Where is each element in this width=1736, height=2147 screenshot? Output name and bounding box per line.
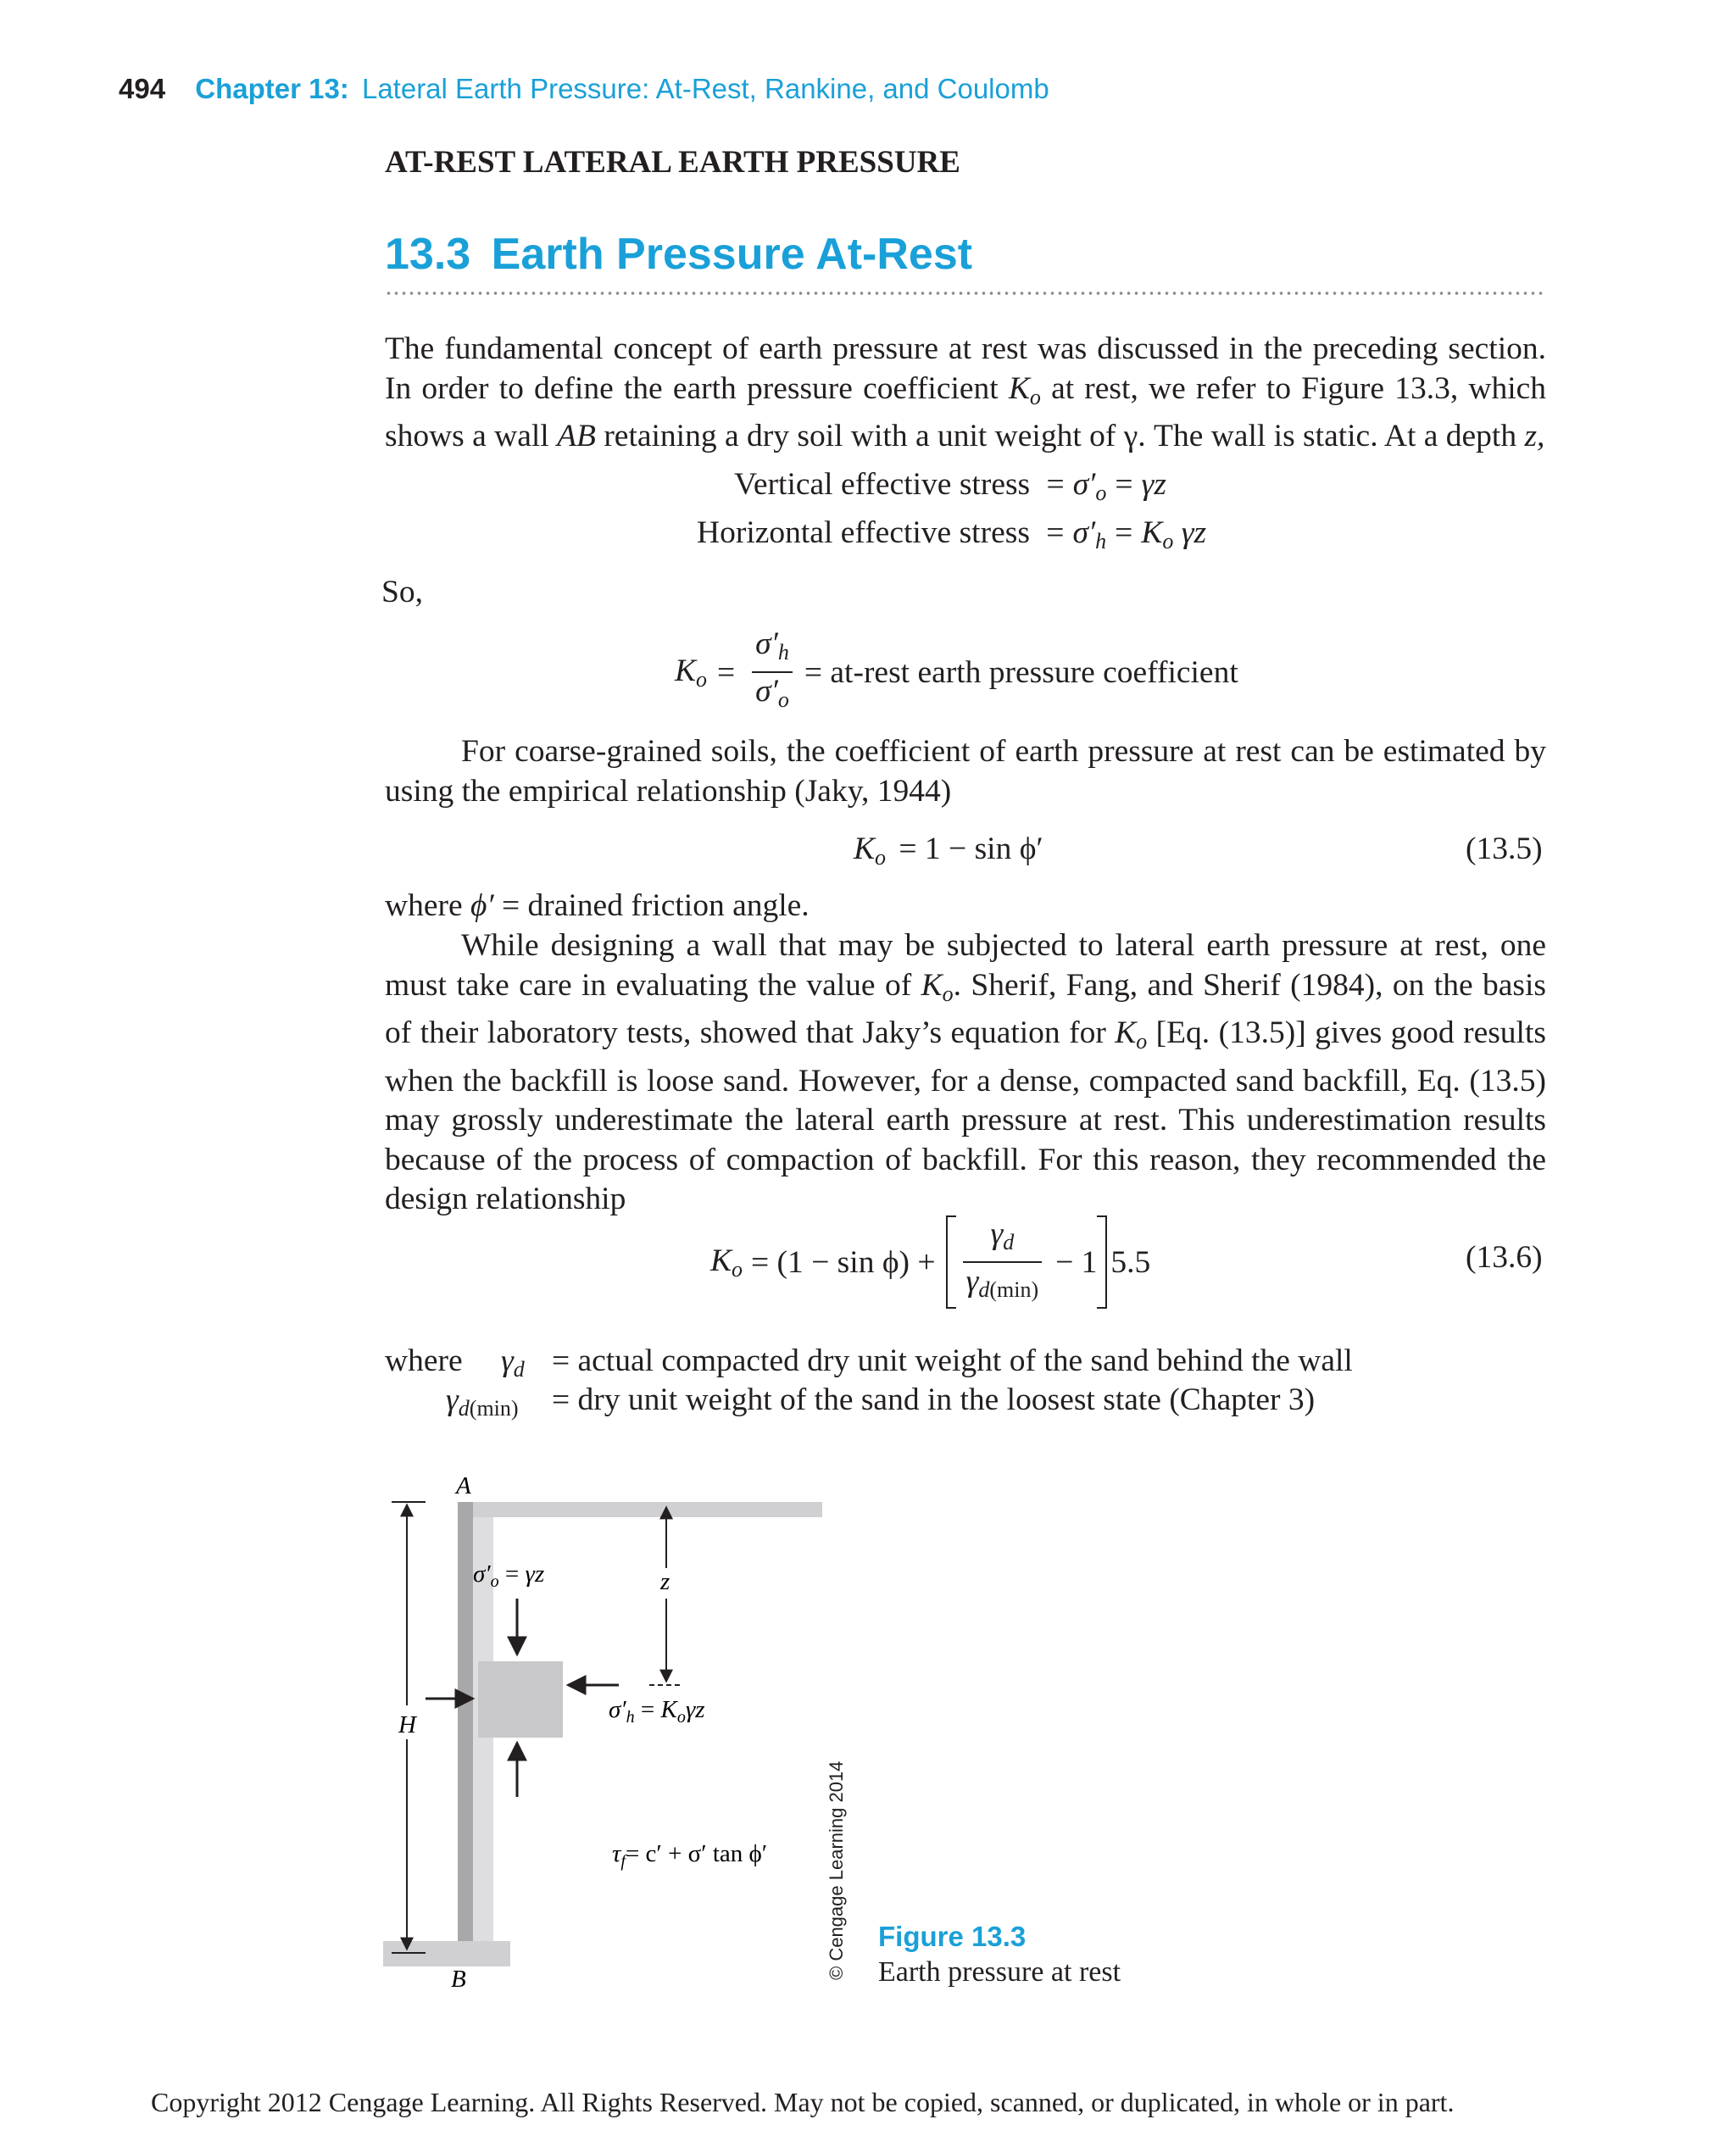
vertical-stress-rhs: γz — [1141, 467, 1166, 502]
equation-13-5-number: (13.5) — [1466, 832, 1543, 866]
horizontal-stress-eq: Horizontal effective stress = $\sigma'_h = K_o$ γz — [697, 515, 1207, 553]
so-text: So, — [381, 575, 423, 609]
shear-strength-label: $\tau_f= c' + \sigma'$ tan ϕ′ — [612, 1840, 768, 1871]
figure-caption-title: Figure 13.3 — [878, 1921, 1027, 1952]
paragraph-1: The fundamental concept of earth pressure at rest was discussed in the preceding section. In order to define the earth pressure coefficient $K_o$ at rest, we refer to Figure 13.3, which shows a wall AB retaining a dry soil with a unit weight of γ. The wall is static. At a depth z, — [385, 331, 1547, 453]
label-b: B — [451, 1966, 466, 1993]
where-gamma-dmin: $\gamma_{d(min)}$ = dry unit weight of the sand in the loosest state (Chapter 3) — [446, 1382, 1316, 1421]
p3-text-a: While designing a wall that may be subjected to lateral earth pressure at rest, one must take care in evaluating the value of — [385, 928, 1546, 1003]
figure-caption-text: Earth pressure at rest — [878, 1956, 1121, 1988]
where-word: where — [385, 1343, 463, 1378]
chapter-title: Lateral Earth Pressure: At-Rest, Rankine, and Coulomb — [361, 73, 1049, 104]
ko-definition-text: = at-rest earth pressure coefficient — [804, 654, 1238, 690]
eq-13-6-factor: 5.5 — [1110, 1244, 1151, 1280]
figure-13-3 — [373, 1458, 865, 2000]
p1-wall-ab: AB — [557, 419, 596, 453]
section-heading — [385, 229, 972, 280]
soil-element — [478, 1661, 563, 1738]
backfill-surface — [473, 1502, 822, 1517]
horizontal-stress-label: $\sigma'_h = K_o\gamma z$ — [609, 1696, 705, 1727]
label-z: z — [660, 1568, 670, 1595]
section-divider — [385, 291, 1546, 296]
chapter-label: Chapter 13: — [195, 73, 349, 104]
p3-text-b: . Sherif, Fang, and Sherif (1984), on the basis of their laboratory tests, showed that Jaky’s equation for — [385, 967, 1546, 1050]
gamma-dmin-definition: = dry unit weight of the sand in the loosest state (Chapter 3) — [552, 1382, 1316, 1417]
eq-13-6-bracket — [946, 1215, 1108, 1309]
p1-text-a: The fundamental concept of earth pressure at rest was discussed in the preceding section. In order to define the earth pressure coefficient — [385, 331, 1546, 406]
gamma-d-definition: = actual compacted dry unit weight of the sand behind the wall — [552, 1343, 1353, 1378]
ko-fraction: $\frac{\sigma'_h}{\sigma'_o}$ — [752, 626, 793, 719]
paragraph-2: For coarse-grained soils, the coefficient of earth pressure at rest can be estimated by using the empirical relationship (Jaky, 1944) — [385, 734, 1546, 809]
page-number: 494 — [119, 73, 166, 104]
where-phi-def: = drained friction angle. — [501, 888, 810, 923]
vertical-stress-eq: Vertical effective stress = $\sigma'_o = \gamma z$ — [734, 467, 1166, 505]
vertical-stress-label: $\sigma'_o = \gamma z$ — [473, 1560, 545, 1591]
label-a: A — [456, 1472, 471, 1499]
where-gamma-d: where $\gamma_d$ = actual compacted dry unit weight of the sand behind the wall — [385, 1343, 1353, 1382]
where-phi-line: where ϕ′ = drained friction angle. — [385, 888, 810, 923]
wall-ab — [458, 1502, 473, 1960]
section-title: Earth Pressure At-Rest — [491, 230, 973, 279]
running-header — [119, 73, 1049, 105]
equation-13-6-number: (13.6) — [1466, 1240, 1543, 1275]
section-number: 13.3 — [385, 230, 471, 279]
vertical-stress-label: Vertical effective stress — [734, 467, 1031, 502]
p3-text-c: [Eq. (13.5)] gives good results when the backfill is loose sand. However, for a dense, compacted sand backfill, Eq. (13.5) may grossly underestimate the lateral earth pressure at rest. This underestimation results because of the process of compaction of backfill. For this reason, they recommended the design relationship — [385, 1015, 1546, 1216]
eq-13-6-lhs: = (1 − sin ϕ) + — [751, 1244, 936, 1280]
eq-13-5-rhs: = 1 − sin ϕ′ — [899, 832, 1043, 866]
credit-line: © Cengage Learning 2014 — [826, 1760, 847, 1980]
copyright-footer: Copyright 2012 Cengage Learning. All Rights Reserved. May not be copied, scanned, or duplicated, in whole or in part. — [151, 2087, 1455, 2117]
equation-13-6: $K_o$ = (1 − sin ϕ) + $\frac{\gamma_d}{\gamma_{d(min)}}$ − 1 5.5 — [710, 1215, 1150, 1309]
p1-depth-z: z, — [1524, 419, 1545, 453]
gamma-ratio-fraction: $\frac{\gamma_d}{\gamma_{d(min)}}$ — [963, 1215, 1043, 1309]
horizontal-stress-rhs: γz — [1181, 515, 1207, 550]
paragraph-3: While designing a wall that may be subjected to lateral earth pressure at rest, one must take care in evaluating the value of $K_o$. Sherif, Fang, and Sherif (1984), on the basis of their laboratory tests, showed that Jaky’s equation for $K_o$ [Eq. (13.5)] gives good results when the backfill is loose sand. However, for a dense, compacted sand backfill, Eq. (13.5) may grossly underestimate the lateral earth pressure at rest. This underestimation results because of the process of compaction of backfill. For this reason, they recommended the design relationship — [385, 928, 1546, 1216]
part-heading: AT-REST LATERAL EARTH PRESSURE — [385, 145, 960, 180]
horizontal-stress-label: Horizontal effective stress — [697, 515, 1030, 550]
ko-definition-eq: $K_o$ = $\frac{\sigma'_h}{\sigma'_o}$ = at-rest earth pressure coefficient — [675, 626, 1238, 719]
label-h: H — [398, 1711, 416, 1738]
equation-13-5: $K_o = 1 - \sin \phi'$ — [854, 832, 1043, 870]
p1-text-b: at rest, we refer to Figure 13.3, which shows a wall — [385, 370, 1547, 453]
eq-13-6-minus-one: − 1 — [1055, 1244, 1098, 1280]
p1-text-c: retaining a dry soil with a unit weight of γ. The wall is static. At a depth — [595, 419, 1525, 453]
